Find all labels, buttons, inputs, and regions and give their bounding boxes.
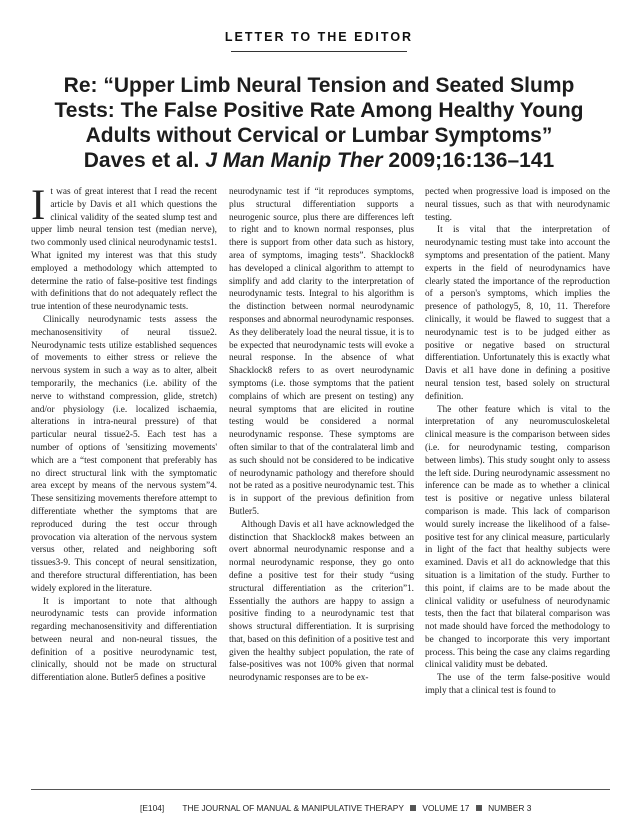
paragraph: Although Davis et al1 have acknowledged the distinction that Shacklock8 makes between an overt abnormal neurodynamic response and a normal neurodynamic response, they go onto define a positive test for their study “using structural differentiation as the criterion”1. Essentially the authors are happy to assign a positive finding to a neurodynamic test that shows structural differentiation. It is surprising that, based on this definition of a positive test and given the healthy subject population, the rate of false-positives was not 100% given that normal neurodynamic responses are to be ex- [229,519,414,684]
square-bullet-icon [410,805,416,811]
volume: VOLUME 17 [422,803,470,813]
drop-cap: I [31,182,46,229]
title-journal: J Man Manip Ther [205,149,383,172]
paragraph: It is vital that the interpretation of neurodynamic testing must take into account the symptoms and presentation of the patient. Many experts in the field of neurodynamics have clearly stated the importance of the reproduction of a person's symptoms, which implies the presence of pathology5, 8, 10, 11. Therefore clinically, it would be flawed to suggest that a neurodynamic test is to be judged either as positive or negative based on structural differentiation. Unfortunately this is exactly what Davis et al1 have done in defining a positive neural tension test, based solely on structural definition. [425,225,610,402]
issue-number: NUMBER 3 [488,803,532,813]
page-footer [140,803,531,813]
title-line-4 [20,148,618,173]
paragraph: Clinically neurodynamic tests assess the mechanosensitivity of neural tissue2. Neurodynamic tests utilize established sequences of movements to either stress or relieve the nervous system in such a way as to alter, albeit temporarily, the mechanics (i.e. ability of the nerve to withstand compression, glide, stretch) and/or physiology (i.e. localized ischaemia, alterations in intra-neural pressure) of that particular neural tissue2-5. Each test has a number of options of 'sensitizing movements' which are a “test component that preferably has no direct structural link with the symptomatic area except by means of the nervous system”4. These sensitizing movements therefore attempt to differentiate whether the symptoms that are reproduced during the test occur through provocation via alteration of the nervous system versus other, related and neighboring soft tissues3-9. This concept of neural sensitization, and therefore structural differentiation, has been widely explored in the literature. [31,314,217,594]
column-1 [31,182,217,685]
page-number: [E104] [140,803,165,813]
column-3 [425,186,610,698]
section-label: LETTER TO THE EDITOR [224,30,414,44]
paragraph: neurodynamic test if “it reproduces symptoms, plus structural differentiation supports a neurogenic source, plus there are differences left to right and to known normal responses, plus there is support from other data such as history, area of symptoms, imaging tests”. Shacklock8 has developed a clinical algorithm to attempt to simplify and add clarity to the interpretation of neurodynamic tests. Integral to his algorithm is the distinction between normal neurodynamic responses and abnormal neurodynamic responses. As they deliberately load the neural tissue, it is to be expected that neurodynamic tests will evoke a neural response. In the absence of what Shacklock8 refers to as overt neurodynamic symptoms (i.e. those symptoms that the patient complains of which are present on testing) any neural symptoms that are elicited in routine testing would be considered a normal neurodynamic response. These symptoms are often similar to that of the contralateral limb and as such should not be considered to be indicative of neurodynamic pathology and therefore should not be rated as a positive neurodynamic test. This is in support of the previous definition from Butler5. [229,187,414,517]
column-2 [229,186,414,685]
title-line-3: Adults without Cervical or Lumbar Symptoms” [85,124,553,147]
article-title [20,73,618,173]
title-citation: 2009;16:136–141 [388,149,555,172]
paragraph: The other feature which is vital to the interpretation of any neuromusculoskeletal clinical measure is the comparison between sides (i.e. for neurodynamic testing, comparison between limbs). This study sought only to assess the left side. During neurodynamic assessment no inference can be made as to whether a clinical test is positive or negative unless bilateral comparison is made. This lack of comparison would surely increase the likelihood of a false-positive test for any clinical measure, particularly in light of the fact that healthy subjects were examined. Davis et al1 do acknowledge that this situation is a limitation of the study. Further to this point, if claims are to be made about the clinical validity or usefulness of neurodynamic tests, then the fact that bilateral comparison was not made should have forced the methodology to be changed to incorporate this very important process. This being the case any claims regarding clinical validity must be debated. [425,404,610,671]
paragraph: It is important to note that although neurodynamic tests can provide information regarding mechanosensitivity and differentiation between neural and non-neural tissues, the definition of a positive neurodynamic test, clinically, should not be made on structural differentiation alone. Butler5 defines a positive [31,596,217,684]
journal-name: THE JOURNAL OF MANUAL & MANIPULATIVE THERAPY [182,803,404,813]
title-line-2: Tests: The False Positive Rate Among Healthy Young [54,99,584,122]
title-line-1: Re: “Upper Limb Neural Tension and Seated Slump [63,74,575,97]
title-authors: Daves et al. [83,149,200,172]
paragraph: t was of great interest that I read the recent article by Davis et al1 which questions the clinical validity of the seated slump test and upper limb neural tension test (median nerve), two commonly used clinical neurodynamic tests1. What ignited my interest was that this study employed a methodology which attempted to determine the ratio of false-positive test findings with definitions that do not adequately reflect the true intention of these neurodynamic tests. [31,187,217,313]
section-divider [231,51,407,52]
square-bullet-icon [476,805,482,811]
paragraph: The use of the term false-positive would imply that a clinical test is found to [425,673,610,697]
paragraph: pected when progressive load is imposed on the neural tissues, such as that with neurodynamic testing. [425,187,610,223]
footer-divider [31,789,610,790]
